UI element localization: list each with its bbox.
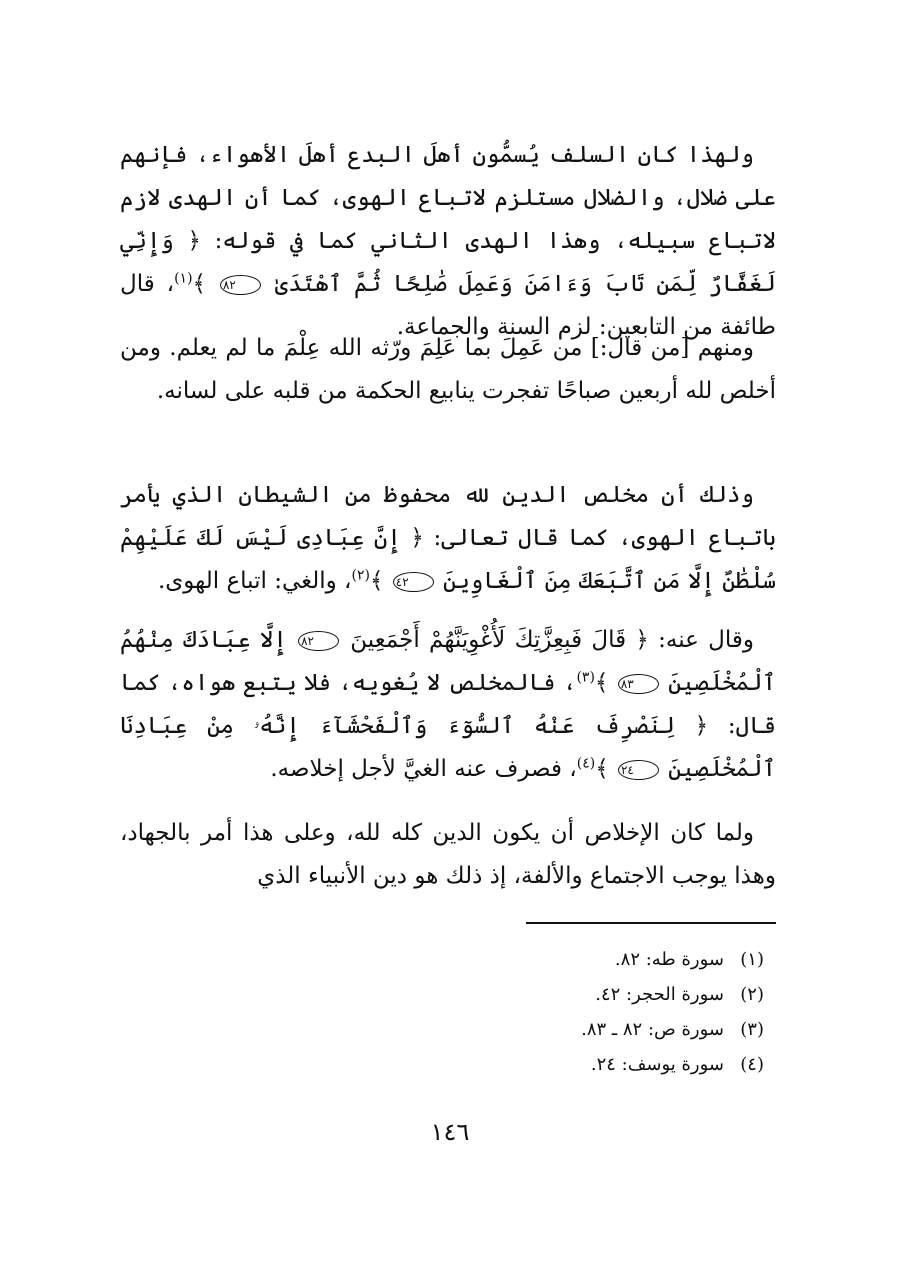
footnote-text: سورة ص: ٨٢ ـ ٨٣. xyxy=(581,1019,724,1040)
text-segment: ولهذا كان السلف يُسمُّون أهلَ البدع أهلَ الأهواء، فإنهم على ضلال، والضلال مستلزم لاتباع الهوى، كما أن الهدى لازم لاتباع سبيله، وهذا الهدى الثاني كما في قوله: xyxy=(120,142,776,254)
ayah-number-marker: ٨٢ xyxy=(220,275,261,295)
text-segment: ، فالمخلص لا يُغويه، فلا يتبع هواه، كما قال: xyxy=(120,670,777,739)
paragraph-5 xyxy=(120,812,776,898)
text-segment: ولما كان الإخلاص أن يكون الدين كله لله، وعلى هذا أمر بالجهاد، وهذا يوجب الاجتماع والألفة، إذ ذلك هو دين الأنبياء الذي xyxy=(120,820,776,889)
quran-verse-close: ﴾ xyxy=(369,568,391,594)
paragraph-3 xyxy=(120,474,776,603)
quran-verse: إِلَّا عِبَادَكَ مِنْهُمُ ٱلْمُخْلَصِينَ xyxy=(120,627,776,696)
ayah-number-marker: ٢٤ xyxy=(618,760,659,780)
footnote-number: (٣) xyxy=(740,1019,764,1040)
footnote-text: سورة يوسف: ٢٤. xyxy=(590,1054,724,1075)
paragraph-4 xyxy=(120,619,776,791)
quran-verse: ﴿ وَإِنِّي لَغَفَّارٌ لِّمَن تَابَ وَءَامَنَ وَعَمِلَ صَٰلِحًا ثُمَّ ٱهْتَدَىٰ xyxy=(120,228,776,297)
text-segment: ، قال طائفة من التابعين: لزم السنة والجماعة. xyxy=(120,271,776,340)
footnote-reference: (٤) xyxy=(576,755,596,772)
ayah-number-marker: ٨٢ xyxy=(298,631,339,651)
text-segment: ، والغي: اتباع الهوى. xyxy=(157,568,352,594)
footnote-item xyxy=(120,1047,776,1082)
quran-verse-close: ﴾ xyxy=(192,271,218,297)
footnote-number: (١) xyxy=(740,949,764,970)
paragraph-1 xyxy=(120,134,776,349)
footnotes-list xyxy=(120,942,776,1082)
text-segment: وقال عنه: xyxy=(648,627,754,653)
footnote-reference: (١) xyxy=(174,270,193,287)
text-segment: وذلك أن مخلص الدين لله محفوظ من الشيطان الذي يأمر باتباع الهوى، كما قال تعالى: xyxy=(120,482,776,551)
quran-verse: ﴿ لِنَصْرِفَ عَنْهُ ٱلسُّوٓءَ وَٱلْفَحْشَآءَ إِنَّهُۥ مِنْ عِبَادِنَا ٱلْمُخْلَصِينَ xyxy=(120,713,776,782)
footnote-number: (٤) xyxy=(740,1054,764,1075)
paragraph-2 xyxy=(120,327,776,413)
footnote-separator xyxy=(526,922,776,924)
quran-verse-close: ﴾ xyxy=(595,756,616,782)
footnote-reference: (٣) xyxy=(576,669,595,686)
footnote-number: (٢) xyxy=(740,984,764,1005)
ayah-number-marker: ٤٢ xyxy=(393,572,434,592)
quran-verse-close: ﴾ xyxy=(594,670,616,696)
footnote-item xyxy=(120,1012,776,1047)
text-segment: ، فصرف عنه الغيَّ لأجل إخلاصه. xyxy=(270,756,577,782)
ayah-number-marker: ٨٣ xyxy=(618,674,659,694)
text-segment: ومنهم [من قال:] من عَمِلَ بما عَلِمَ ورّثه الله عِلْمَ ما لم يعلم. ومن أخلص لله أربعين صباحًا تفجرت ينابيع الحكمة من قلبه على لسانه. xyxy=(120,335,776,404)
page-number: ١٤٦ xyxy=(430,1118,470,1146)
footnote-item xyxy=(120,942,776,977)
footnote-item xyxy=(120,977,776,1012)
footnote-text: سورة طه: ٨٢. xyxy=(614,949,724,970)
footnote-reference: (٢) xyxy=(351,567,370,584)
quran-verse: ﴿ قَالَ فَبِعِزَّتِكَ لَأُغْوِيَنَّهُمْ أَجْمَعِينَ xyxy=(341,627,649,653)
footnote-text: سورة الحجر: ٤٢. xyxy=(595,984,724,1005)
quran-verse: ﴿ إِنَّ عِبَادِى لَيْسَ لَكَ عَلَيْهِمْ سُلْطَٰنٌ إِلَّا مَنِ ٱتَّبَعَكَ مِنَ ٱلْغَاوِينَ xyxy=(120,525,776,594)
